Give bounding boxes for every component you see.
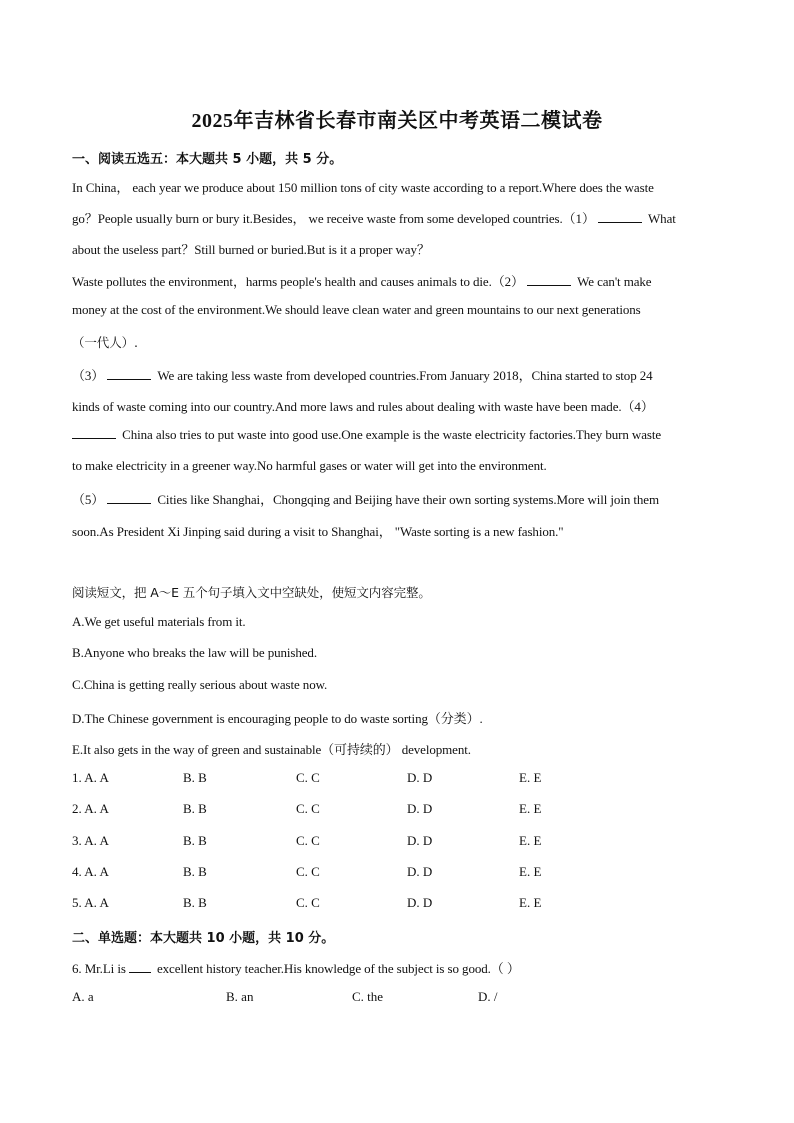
choice-c: C.China is getting really serious about waste now.: [72, 677, 328, 692]
answer-row-3: [72, 833, 722, 851]
answer-option[interactable]: 1. A. A: [72, 770, 109, 785]
answer-option[interactable]: D. D: [407, 895, 433, 910]
passage-line-12: soon.As President Xi Jinping said during a visit to Shanghai， "Waste sorting is a new fashion.": [72, 524, 564, 539]
passage-line-5: money at the cost of the environment.We should leave clean water and green mountains to our next generations: [72, 302, 641, 317]
passage-line-3: about the useless part？Still burned or buried.But is it a proper way？: [72, 242, 430, 257]
answer-option[interactable]: D. D: [407, 770, 433, 785]
passage-text: go？People usually burn or bury it.Besides， we receive waste from some developed countries.（1）: [72, 211, 595, 226]
answer-option[interactable]: B. B: [183, 801, 207, 816]
answer-option[interactable]: B. B: [183, 864, 207, 879]
answer-row-5: [72, 895, 722, 913]
answer-option[interactable]: D. D: [407, 864, 433, 879]
passage-line-9: [72, 427, 722, 443]
answer-row-2: [72, 801, 722, 819]
passage-line-2: [72, 208, 722, 227]
question-6: [72, 958, 722, 977]
passage-text: We can't make: [577, 274, 652, 289]
passage-line-4: [72, 271, 722, 290]
section-heading-single-choice: 二、单选题：本大题共 10 小题，共 10 分。: [72, 931, 335, 946]
q6-option-b[interactable]: B. an: [226, 989, 254, 1004]
answer-option[interactable]: C. C: [296, 833, 320, 848]
blank-1[interactable]: [598, 212, 642, 223]
choice-b: B.Anyone who breaks the law will be punished.: [72, 645, 317, 660]
passage-line-7: [72, 365, 722, 384]
answer-option[interactable]: E. E: [519, 895, 542, 910]
passage-text: （3）: [72, 368, 105, 383]
q6-option-c[interactable]: C. the: [352, 989, 384, 1004]
passage-text: China also tries to put waste into good use.One example is the waste electricity factories.They burn waste: [122, 427, 662, 442]
answer-option[interactable]: 2. A. A: [72, 801, 109, 816]
blank-q6[interactable]: [129, 962, 151, 973]
answer-option[interactable]: 5. A. A: [72, 895, 109, 910]
answer-option[interactable]: C. C: [296, 895, 320, 910]
passage-text: Waste pollutes the environment，harms people's health and causes animals to die.（2）: [72, 274, 524, 289]
answer-row-4: [72, 864, 722, 882]
q6-option-a[interactable]: A. a: [72, 989, 94, 1004]
passage-line-11: [72, 489, 722, 508]
answer-option[interactable]: E. E: [519, 770, 542, 785]
answer-option[interactable]: E. E: [519, 864, 542, 879]
answer-option[interactable]: D. D: [407, 833, 433, 848]
answer-option[interactable]: 3. A. A: [72, 833, 109, 848]
answer-option[interactable]: C. C: [296, 801, 320, 816]
answer-option[interactable]: C. C: [296, 864, 320, 879]
passage-text: （5）: [72, 492, 105, 507]
page-title: 2025年吉林省长春市南关区中考英语二模试卷: [191, 110, 603, 132]
passage-line-1: In China， each year we produce about 150 million tons of city waste according to a report.Where does the waste: [72, 180, 654, 195]
passage-line-6: （一代人）.: [72, 335, 138, 350]
answer-option[interactable]: B. B: [183, 770, 207, 785]
choice-a: A.We get useful materials from it.: [72, 614, 246, 629]
answer-option[interactable]: B. B: [183, 895, 207, 910]
blank-5[interactable]: [107, 493, 151, 504]
section-heading-reading: 一、阅读五选五：本大题共 5 小题，共 5 分。: [72, 152, 343, 167]
question-6-options: [72, 989, 722, 1007]
answer-option[interactable]: B. B: [183, 833, 207, 848]
instruction-text: 阅读短文，把 A～E 五个句子填入文中空缺处，使短文内容完整。: [72, 585, 431, 600]
question-text: 6. Mr.Li is: [72, 961, 126, 976]
question-text: excellent history teacher.His knowledge of the subject is so good.（ ）: [156, 961, 520, 976]
answer-option[interactable]: E. E: [519, 801, 542, 816]
passage-text: What: [648, 211, 676, 226]
answer-option[interactable]: C. C: [296, 770, 320, 785]
choice-e: E.It also gets in the way of green and sustainable（可持续的） development.: [72, 742, 471, 757]
passage-line-10: to make electricity in a greener way.No harmful gases or water will get into the environment.: [72, 458, 547, 473]
passage-text: We are taking less waste from developed countries.From January 2018，China started to stop 24: [157, 368, 653, 383]
choice-d: D.The Chinese government is encouraging people to do waste sorting（分类）.: [72, 711, 483, 726]
answer-option[interactable]: 4. A. A: [72, 864, 109, 879]
blank-4[interactable]: [72, 428, 116, 439]
answer-option[interactable]: E. E: [519, 833, 542, 848]
blank-3[interactable]: [107, 369, 151, 380]
blank-2[interactable]: [527, 275, 571, 286]
answer-row-1: [72, 770, 722, 788]
answer-option[interactable]: D. D: [407, 801, 433, 816]
passage-line-8: kinds of waste coming into our country.And more laws and rules about dealing with waste have been made.（4）: [72, 399, 654, 414]
passage-text: Cities like Shanghai，Chongqing and Beijing have their own sorting systems.More will join them: [157, 492, 659, 507]
q6-option-d[interactable]: D. /: [478, 989, 498, 1004]
